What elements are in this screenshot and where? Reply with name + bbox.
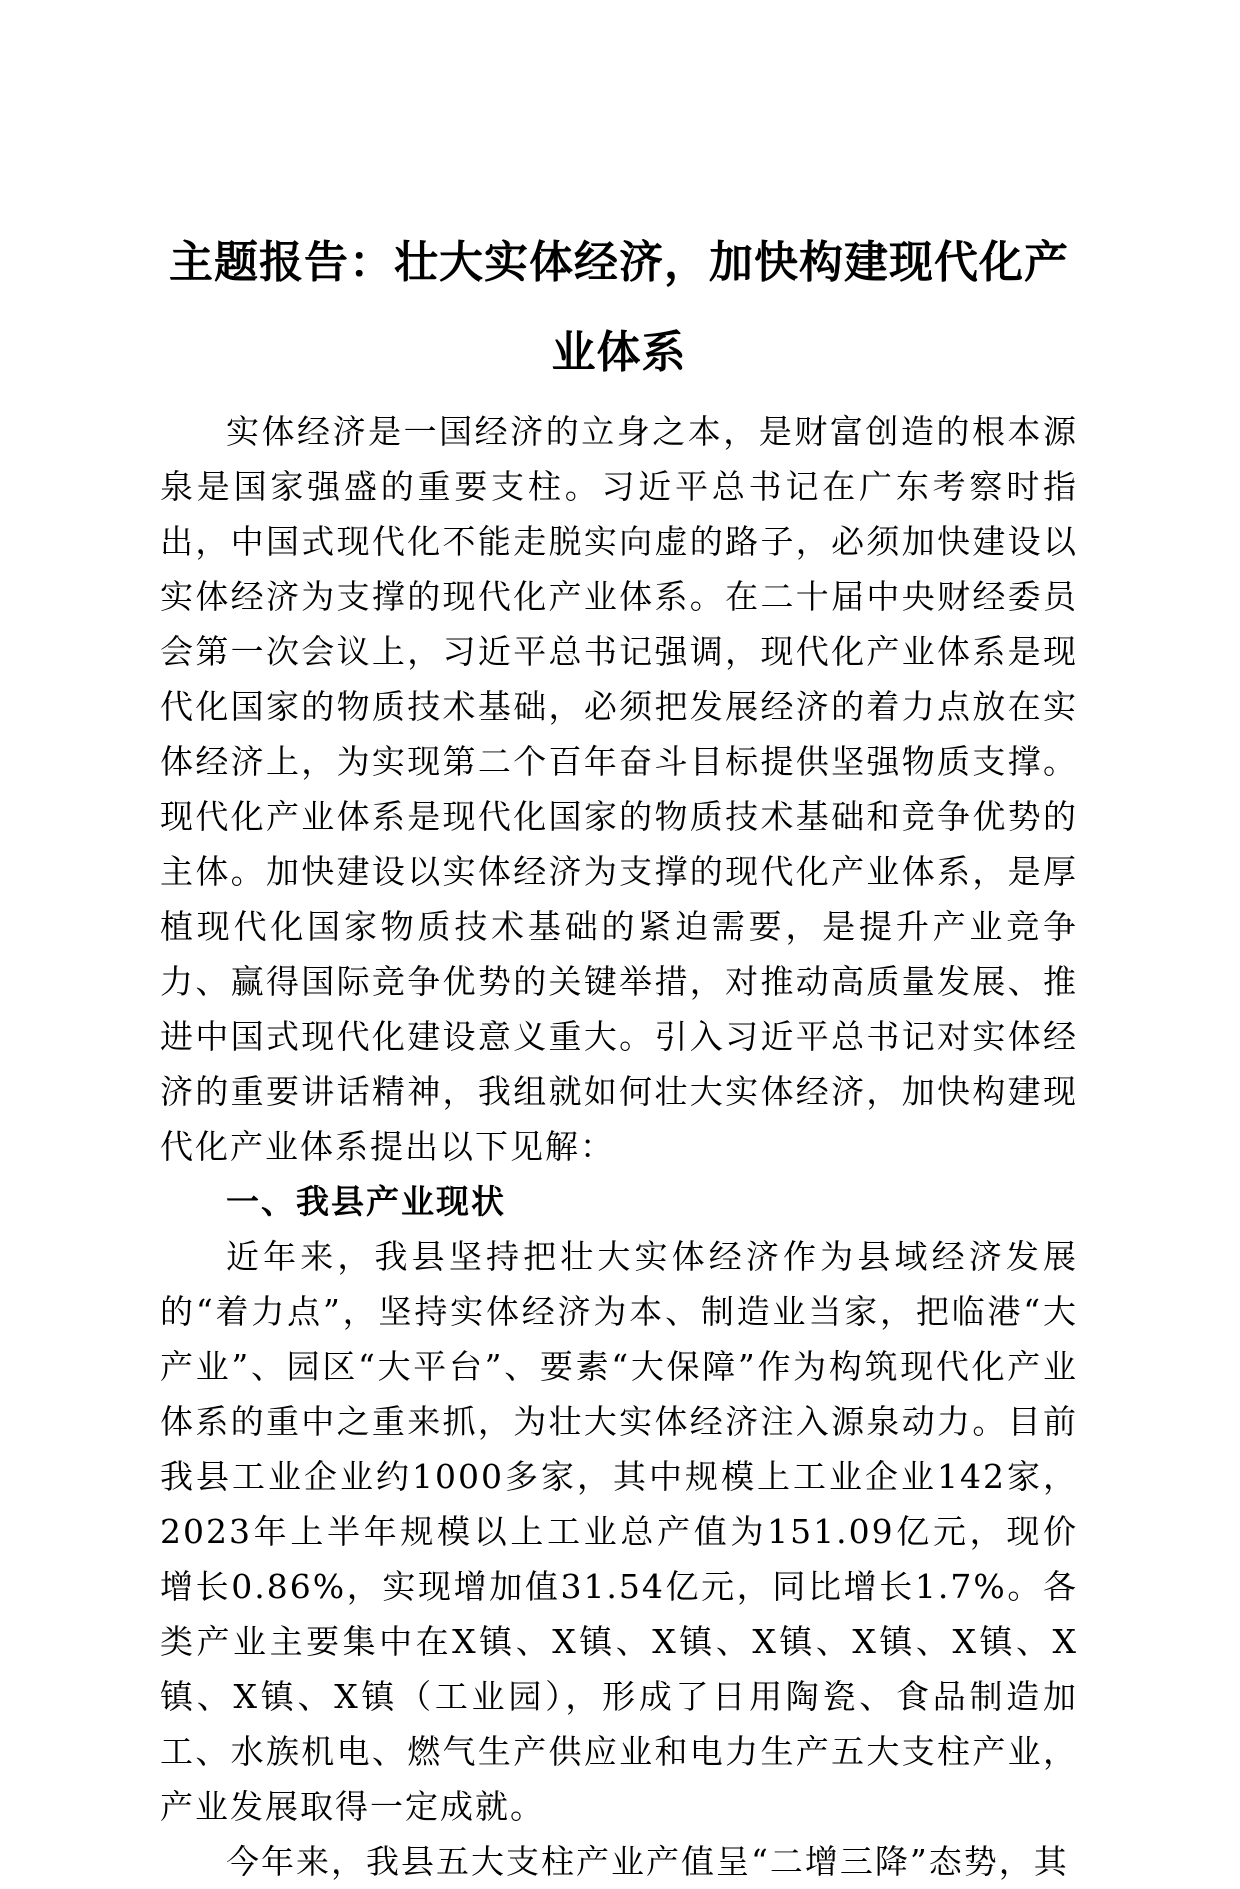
section-paragraph-continued: 今年来，我县五大支柱产业产值呈“二增三降”态势，其 (226, 1842, 1069, 1881)
document-body (160, 218, 1078, 1889)
intro-paragraph: 实体经济是一国经济的立身之本，是财富创造的根本源泉是国家强盛的重要支柱。习近平总书记在广东考察时指出，中国式现代化不能走脱实向虚的路子，必须加快建设以实体经济为支撑的现代化产业体系。在二十届中央财经委员会第一次会议上，习近平总书记强调，现代化产业体系是现代化国家的物质技术基础，必须把发展经济的着力点放在实体经济上，为实现第二个百年奋斗目标提供坚强物质支撑。现代化产业体系是现代化国家的物质技术基础和竞争优势的主体。加快建设以实体经济为支撑的现代化产业体系，是厚植现代化国家物质技术基础的紧迫需要，是提升产业竞争力、赢得国际竞争优势的关键举措，对推动高质量发展、推进中国式现代化建设意义重大。引入习近平总书记对实体经济的重要讲话精神，我组就如何壮大实体经济，加快构建现代化产业体系提出以下见解： (160, 412, 1078, 1166)
document-title: 主题报告：壮大实体经济，加快构建现代化产业体系 (169, 237, 1069, 378)
section-heading: 一、我县产业现状 (226, 1182, 506, 1221)
section-paragraph: 近年来，我县坚持把壮大实体经济作为县域经济发展的“着力点”，坚持实体经济为本、制造业当家，把临港“大产业”、园区“大平台”、要素“大保障”作为构筑现代化产业体系的重中之重来抓，为壮大实体经济注入源泉动力。目前我县工业企业约1000多家，其中规模上工业企业142家，2023年上半年规模以上工业总产值为151.09亿元，现价增长0.86%，实现增加值31.54亿元，同比增长1.7%。各类产业主要集中在X镇、X镇、X镇、X镇、X镇、X镇、X镇、X镇、X镇（工业园），形成了日用陶瓷、食品制造加工、水族机电、燃气生产供应业和电力生产五大支柱产业，产业发展取得一定成就。 (160, 1237, 1078, 1826)
